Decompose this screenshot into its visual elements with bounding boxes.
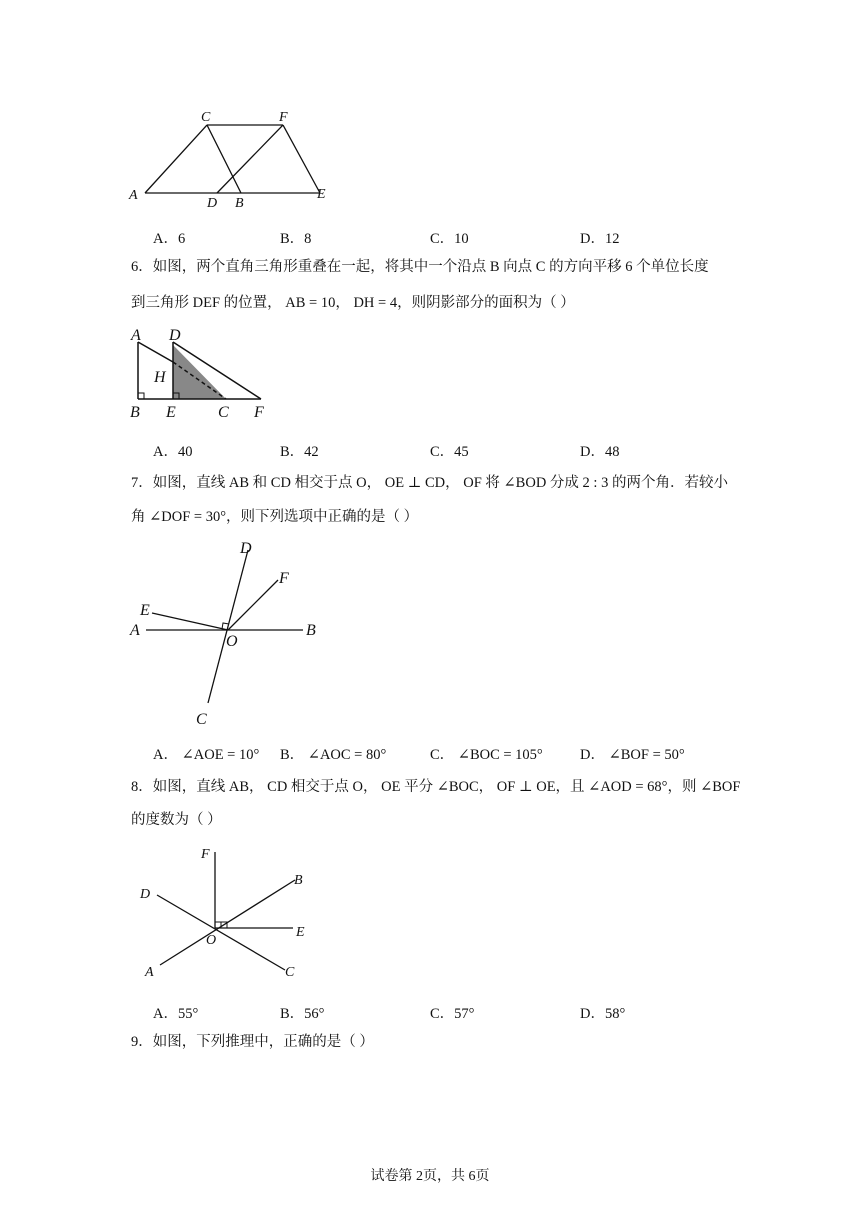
q6-figure [128, 325, 278, 420]
q5-label-d: D [207, 196, 218, 211]
q8-label-a: A [145, 965, 154, 980]
q8-label-f: F [201, 847, 210, 862]
q7-option-a[interactable]: A． ∠AOE = 10° [153, 747, 260, 763]
q6-label-d: D [169, 327, 181, 344]
q6-label-f: F [254, 404, 264, 421]
q8-figure [135, 840, 325, 990]
q7-label-f: F [279, 570, 289, 587]
q7-label-d: D [240, 540, 252, 557]
q6-label-b: B [130, 404, 140, 421]
q8-label-e: E [296, 925, 305, 940]
q7-label-b: B [306, 622, 316, 639]
q5-option-c[interactable]: C．10 [430, 231, 469, 247]
q7-label-c: C [196, 711, 207, 728]
q7-label-e: E [140, 602, 150, 619]
q8-option-d[interactable]: D．58° [580, 1006, 626, 1022]
q6-text-line1: 6．如图，两个直角三角形重叠在一起，将其中一个沿点 B 向点 C 的方向平移 6 个单位长度 [131, 259, 709, 275]
q7-option-d[interactable]: D． ∠BOF = 50° [580, 747, 685, 763]
q8-option-b[interactable]: B．56° [280, 1006, 325, 1022]
q5-option-b[interactable]: B．8 [280, 231, 312, 247]
q6-label-c: C [218, 404, 229, 421]
q7-option-c[interactable]: C． ∠BOC = 105° [430, 747, 543, 763]
q5-label-b: B [235, 196, 244, 211]
page-footer: 试卷第 2页，共 6页 [370, 1169, 490, 1184]
q8-label-b: B [294, 873, 303, 888]
q8-label-d: D [140, 887, 151, 902]
q5-option-d[interactable]: D．12 [580, 231, 620, 247]
q6-label-h: H [154, 369, 166, 386]
q7-label-o: O [226, 633, 238, 650]
q7-text-line1: 7．如图，直线 AB 和 CD 相交于点 O， OE ⊥ CD， OF 将 ∠BOD 分成 2 : 3 的两个角．若较小 [131, 475, 728, 491]
q5-label-f: F [279, 110, 288, 125]
q6-option-a[interactable]: A．40 [153, 444, 193, 460]
q7-label-a: A [130, 622, 140, 639]
q6-option-b[interactable]: B．42 [280, 444, 319, 460]
q6-option-d[interactable]: D．48 [580, 444, 620, 460]
q9-text-line1: 9．如图，下列推理中，正确的是（ ） [131, 1034, 374, 1050]
q6-option-c[interactable]: C．45 [430, 444, 469, 460]
q5-label-a: A [129, 188, 138, 203]
q8-option-c[interactable]: C．57° [430, 1006, 475, 1022]
q8-text-line1: 8．如图，直线 AB， CD 相交于点 O， OE 平分 ∠BOC， OF ⊥ OE，且 ∠AOD = 68°，则 ∠BOF [131, 779, 741, 795]
q7-figure [128, 535, 328, 730]
q5-label-e: E [317, 187, 326, 202]
q6-label-e: E [166, 404, 176, 421]
q8-label-o: O [206, 933, 217, 948]
q5-option-a[interactable]: A．6 [153, 231, 186, 247]
q5-figure [125, 105, 345, 215]
q8-label-c: C [285, 965, 295, 980]
q8-text-line2: 的度数为（ ） [131, 812, 222, 828]
q7-text-line2: 角 ∠DOF = 30°，则下列选项中正确的是（ ） [131, 509, 419, 525]
q8-option-a[interactable]: A．55° [153, 1006, 199, 1022]
q5-label-c: C [201, 110, 211, 125]
q7-option-b[interactable]: B． ∠AOC = 80° [280, 747, 387, 763]
q6-text-line2: 到三角形 DEF 的位置， AB = 10， DH = 4，则阴影部分的面积为（ ） [131, 295, 575, 311]
q6-label-a: A [131, 327, 141, 344]
